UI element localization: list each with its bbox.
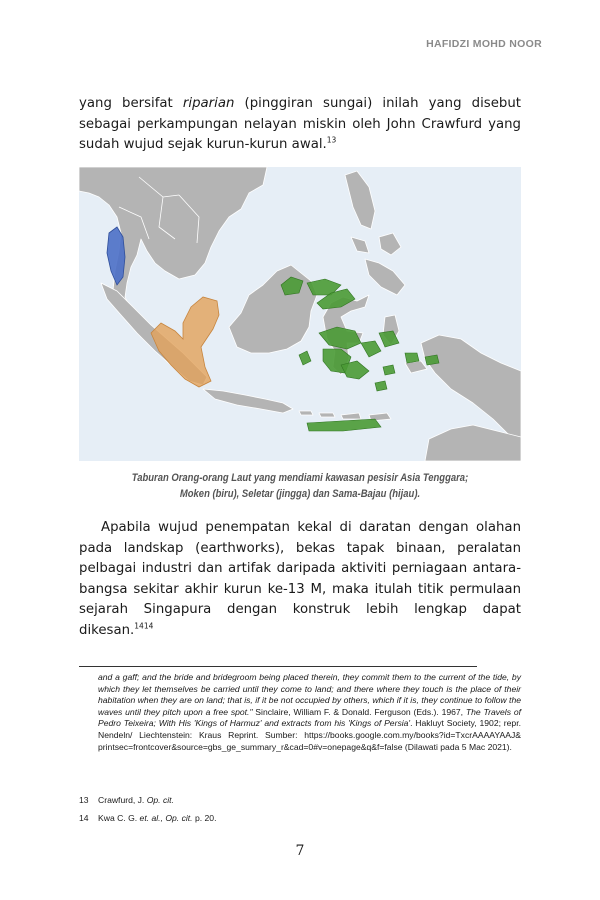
footnote-text: Crawfurd, J. Op. cit. <box>98 795 174 805</box>
map-graphic <box>79 167 521 461</box>
page-number: 7 <box>295 843 305 859</box>
figure-caption <box>110 470 490 502</box>
footnote-quote: and a gaff; and the bride and bridegroom being placed therein, they commit them to the current of the tide, by which they let themselves be carried until they come to land; and there where they touch is the place of their habitation when they are on land; that is, if it be not occupied by others, which if it is, they continue to follow the waves until they pitch upon a free spot." <box>98 672 521 717</box>
para1-text-a: yang bersifat <box>79 96 183 111</box>
footnote-cite-title: The Travels of Pedro Teixeira; With His 'Kings of Harmuz' and extracts from his 'Kings of Persia' <box>98 706 521 729</box>
body-paragraph-1 <box>79 94 521 156</box>
footnote-cite-a: Sinclaire, William F. & Donald. Ferguson (Eds.). 1967, <box>252 706 466 717</box>
footnote-divider <box>79 666 477 667</box>
para2-text: Apabila wujud penempatan kekal di daratan dengan olahan pada landskap (earthworks), bekas tapak binaan, peralatan pelbagai industri dan artifak daripada aktiviti perniagaan antara-bangsa sekitar akhir kurun ke-13 M, maka itulah titik permulaan sejarah Singapura dengan konstruk lebih lengkap dapat dikesan. <box>79 520 521 638</box>
footnote-number: 13 <box>79 795 89 805</box>
distribution-map <box>79 167 521 461</box>
para1-italic-term: riparian <box>182 96 235 111</box>
footnote-cite-b: . Hakluyt Society, 1902; repr. Nendeln/ Liechtenstein: Kraus Reprint. Sumber: https://books.google.com.my/books?id=TxcrAAAAYAAJ& printsec=frontcover&source=gbs_ge_summary_r&cad=0#v=onepage&q&f=false (Dilawati pada 5 Mac 2021). <box>98 718 521 752</box>
footnote-continuation <box>98 672 521 753</box>
running-header: HAFIDZI MOHD NOOR <box>426 38 542 50</box>
footnote-ref-13: 13 <box>326 135 337 145</box>
caption-line-2: Moken (biru), Seletar (jingga) dan Sama-Bajau (hijau). <box>179 488 421 500</box>
footnote-text: Kwa C. G. et. al., Op. cit. p. 20. <box>98 813 217 823</box>
footnote-ref-1414: 1414 <box>134 621 154 631</box>
para1-text-b: (pinggiran sungai) inilah yang disebut sebagai perkampungan nelayan miskin oleh John Crawfurd yang sudah wujud sejak kurun-kurun awal. <box>79 96 521 152</box>
footnote-number: 14 <box>79 813 89 823</box>
body-paragraph-2 <box>79 518 521 641</box>
caption-line-1: Taburan Orang-orang Laut yang mendiami kawasan pesisir Asia Tenggara; <box>131 472 469 484</box>
